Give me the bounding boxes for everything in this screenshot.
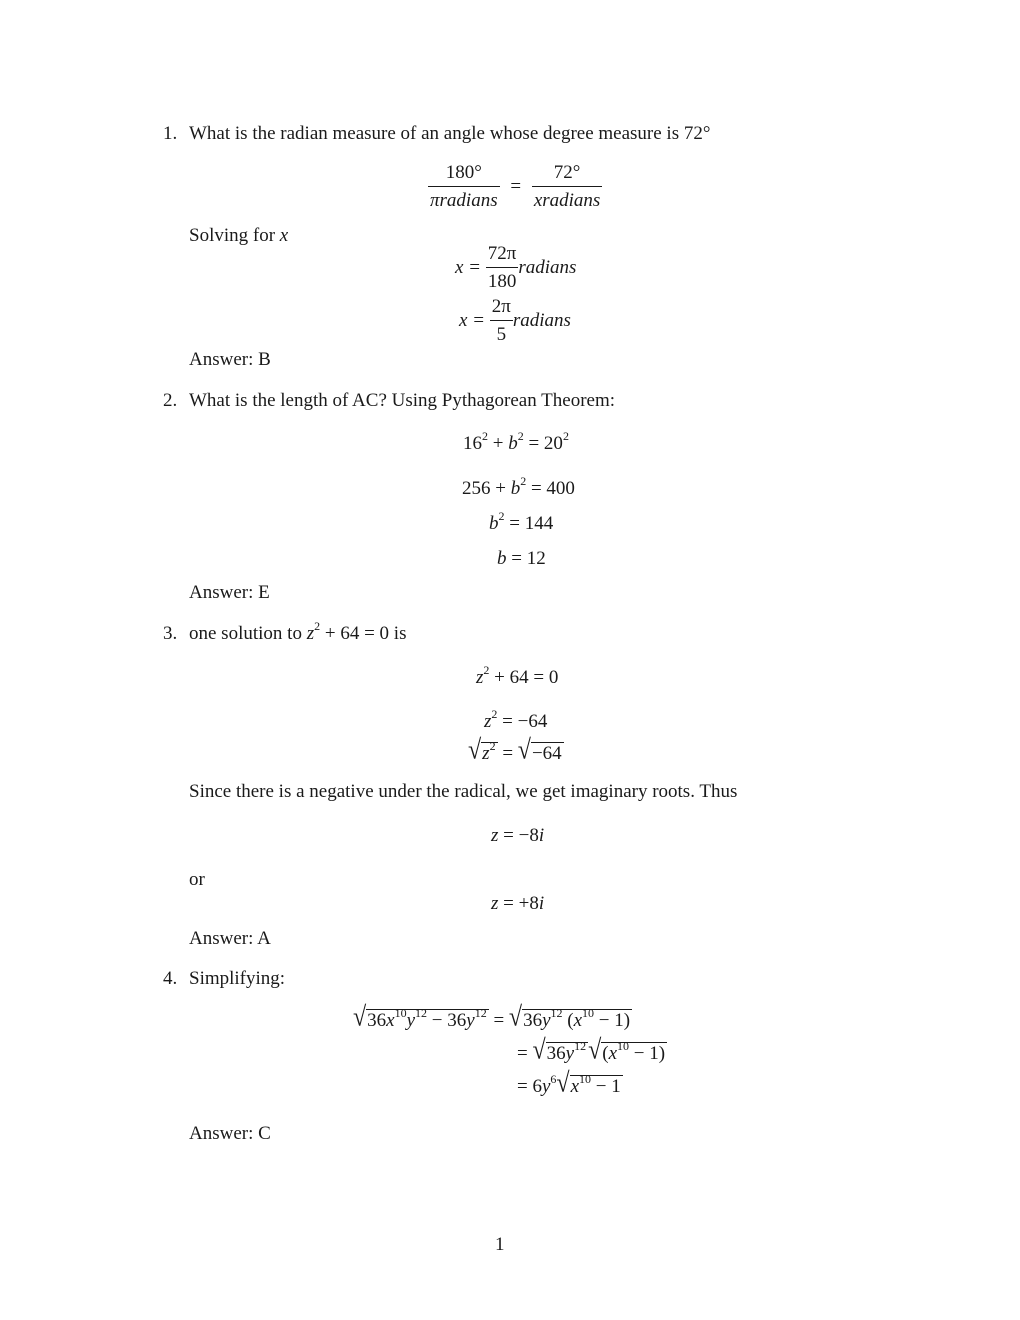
simplify-line-1: $√36x^{10}y^{12} - 36y^{12} = √36y^{12}$ $(x^{10} - 1)$ [353, 1002, 631, 1033]
problem-3-number: 3. [163, 623, 178, 644]
imaginary-roots-note: Since there is a negative under the radical, we get imaginary roots. Thus [189, 781, 738, 802]
problem-2-answer: Answer: E [189, 582, 270, 603]
problem-2-question: What is the length of AC? Using Pythagorean Theorem: [189, 390, 616, 411]
simplify-line-2: = $√36y^{12}√(x^{10} - 1)$ [517, 1035, 666, 1066]
root-positive: z = +8i [491, 893, 545, 914]
proportion-right-fraction: $\frac{72^\circ}{\text{xradians}}$ [533, 162, 601, 211]
solution-step-1: x = $\frac{72\pi}{180}$ radians [455, 243, 577, 292]
equation-squares-expanded: $256 + b^2 = 400$ [462, 473, 575, 499]
problem-3-answer: Answer: A [189, 928, 271, 949]
equation-original: $z^2 + 64 = 0$ [476, 662, 559, 688]
problem-1-number: 1. [163, 123, 178, 144]
equation-b-squared: $b^2 = 144$ [489, 508, 554, 534]
equation-pythagoras: $16^2 + b^2 = 20^2$ [463, 428, 569, 454]
equation-square-root: $√z^2 = √-64$ [468, 735, 562, 766]
or-connector: or [189, 869, 205, 890]
simplify-line-3: = $6y^6√x^{10} - 1$ [517, 1068, 621, 1099]
problem-4-number: 4. [163, 968, 178, 989]
problem-3-question: one solution to $z^2 + 64 = 0$ is [189, 618, 407, 644]
equation-b-value: b = 12 [497, 548, 546, 569]
solution-step-2: x = $\frac{2\pi}{5}$ radians [459, 296, 571, 345]
page-number: 1 [495, 1234, 505, 1255]
equation-isolated: $z^2 = -64$ [484, 706, 548, 732]
problem-1-question: What is the radian measure of an angle whose degree measure is 72° [189, 123, 711, 144]
degree-radian-proportion: $\frac{180^\circ}{\text{πradians}}$ = $\frac{72^\circ}{\text{xradians}}$ [430, 162, 601, 211]
problem-4-question: Simplifying: [189, 968, 286, 989]
problem-2-number: 2. [163, 390, 178, 411]
solving-for-line: Solving for x [189, 225, 289, 246]
proportion-left-fraction: $\frac{180^\circ}{\text{πradians}}$ [430, 162, 498, 211]
root-negative: z = −8i [491, 825, 545, 846]
problem-4-answer: Answer: C [189, 1123, 271, 1144]
problem-1-answer: Answer: B [189, 349, 271, 370]
